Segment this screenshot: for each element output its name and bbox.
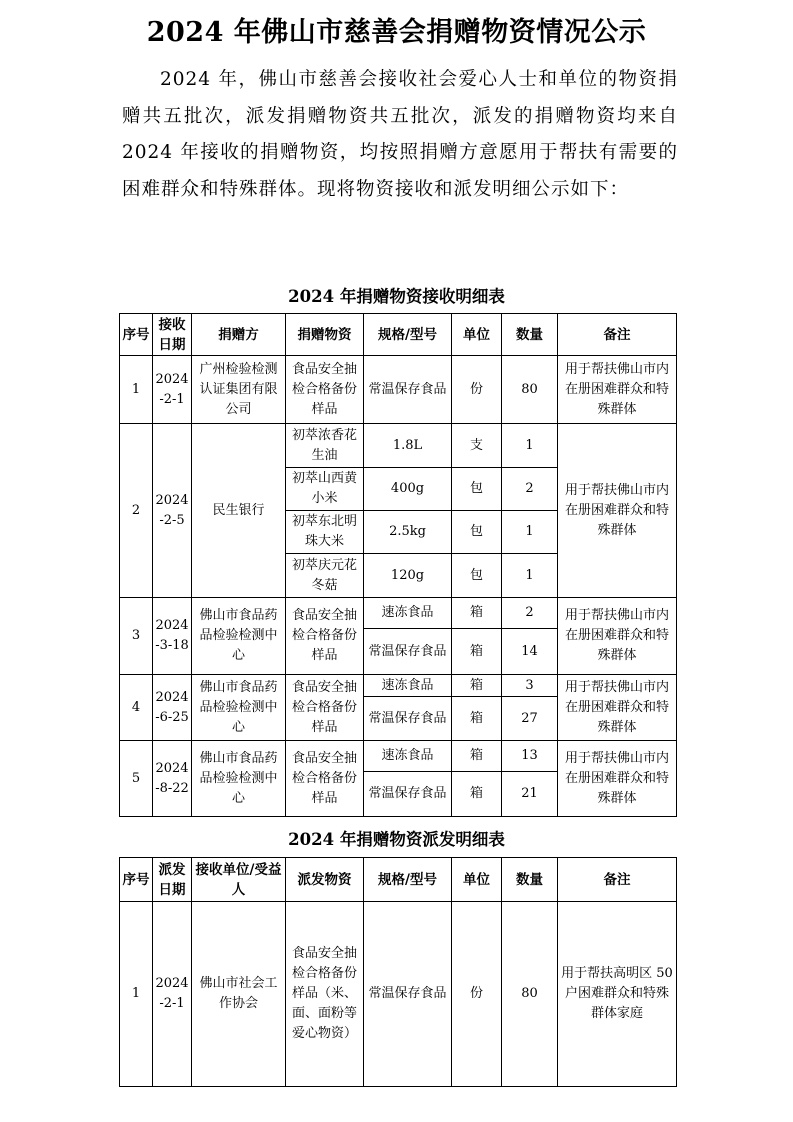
- header-seq: 序号: [120, 858, 153, 902]
- cell-donor: 佛山市食品药品检验检测中心: [192, 741, 286, 817]
- cell-remark: 用于帮扶佛山市内在册困难群众和特殊群体: [558, 598, 677, 675]
- cell-seq: 2: [120, 424, 153, 598]
- cell-goods: 初萃东北明珠大米: [286, 511, 364, 554]
- cell-spec: 速冻食品: [364, 675, 452, 697]
- cell-donor: 广州检验检测认证集团有限公司: [192, 356, 286, 424]
- cell-seq: 5: [120, 741, 153, 817]
- table-row: [120, 675, 677, 697]
- cell-unit: 份: [452, 902, 502, 1087]
- cell-unit: 箱: [452, 741, 502, 772]
- cell-donor: 佛山市食品药品检验检测中心: [192, 598, 286, 675]
- cell-date: 2024-8-22: [153, 741, 192, 817]
- dispatch-table: [119, 857, 677, 1087]
- header-seq: 序号: [120, 314, 153, 356]
- cell-seq: 4: [120, 675, 153, 741]
- cell-qty: 80: [502, 902, 558, 1087]
- cell-remark: 用于帮扶高明区 50 户困难群众和特殊群体家庭: [558, 902, 677, 1087]
- cell-date: 2024-3-18: [153, 598, 192, 675]
- header-dispatched-goods: 派发物资: [286, 858, 364, 902]
- cell-spec: 速冻食品: [364, 741, 452, 772]
- cell-unit: 箱: [452, 772, 502, 817]
- intro-paragraph: 2024 年，佛山市慈善会接收社会爱心人士和单位的物资捐赠共五批次，派发捐赠物资共五批次，派发的捐赠物资均来自 2024 年接收的捐赠物资，均按照捐赠方意愿用于帮扶有需要的困难群众和特殊群体。现将物资接收和派发明细公示如下：: [122, 69, 678, 200]
- cell-spec: 1.8L: [364, 424, 452, 468]
- cell-donor: 佛山市食品药品检验检测中心: [192, 675, 286, 741]
- cell-qty: 13: [502, 741, 558, 772]
- table-row: [120, 356, 677, 424]
- header-dispatch-date: 派发日期: [153, 858, 192, 902]
- cell-qty: 2: [502, 468, 558, 511]
- receive-header-row: [120, 314, 677, 356]
- cell-date: 2024-2-1: [153, 356, 192, 424]
- cell-donor: 民生银行: [192, 424, 286, 598]
- cell-remark: 用于帮扶佛山市内在册困难群众和特殊群体: [558, 424, 677, 598]
- cell-goods: 初萃浓香花生油: [286, 424, 364, 468]
- cell-goods: 食品安全抽检合格备份样品: [286, 598, 364, 675]
- cell-unit: 箱: [452, 598, 502, 629]
- table-row: [120, 741, 677, 772]
- table-row: [120, 598, 677, 629]
- cell-qty: 80: [502, 356, 558, 424]
- header-donor: 捐赠方: [192, 314, 286, 356]
- cell-spec: 120g: [364, 554, 452, 598]
- cell-goods: 食品安全抽检合格备份样品（米、面、面粉等爱心物资）: [286, 902, 364, 1087]
- cell-unit: 支: [452, 424, 502, 468]
- cell-qty: 21: [502, 772, 558, 817]
- cell-seq: 1: [120, 356, 153, 424]
- cell-unit: 份: [452, 356, 502, 424]
- receive-table: [119, 313, 677, 817]
- cell-seq: 1: [120, 902, 153, 1087]
- cell-qty: 1: [502, 554, 558, 598]
- header-quantity: 数量: [502, 858, 558, 902]
- cell-goods: 食品安全抽检合格备份样品: [286, 356, 364, 424]
- header-recipient: 接收单位/受益人: [192, 858, 286, 902]
- cell-qty: 27: [502, 697, 558, 741]
- cell-date: 2024-2-1: [153, 902, 192, 1087]
- cell-remark: 用于帮扶佛山市内在册困难群众和特殊群体: [558, 675, 677, 741]
- cell-qty: 14: [502, 629, 558, 675]
- cell-goods: 食品安全抽检合格备份样品: [286, 675, 364, 741]
- header-remark: 备注: [558, 314, 677, 356]
- cell-spec: 常温保存食品: [364, 629, 452, 675]
- cell-qty: 1: [502, 424, 558, 468]
- cell-qty: 1: [502, 511, 558, 554]
- cell-goods: 初萃庆元花冬菇: [286, 554, 364, 598]
- cell-unit: 箱: [452, 629, 502, 675]
- cell-goods: 初萃山西黄小米: [286, 468, 364, 511]
- cell-date: 2024-6-25: [153, 675, 192, 741]
- cell-goods: 食品安全抽检合格备份样品: [286, 741, 364, 817]
- cell-unit: 包: [452, 511, 502, 554]
- header-unit: 单位: [452, 314, 502, 356]
- header-spec: 规格/型号: [364, 858, 452, 902]
- header-receive-date: 接收日期: [153, 314, 192, 356]
- cell-spec: 400g: [364, 468, 452, 511]
- cell-unit: 包: [452, 468, 502, 511]
- table-row: [120, 902, 677, 1087]
- receive-table-caption: 2024 年捐赠物资接收明细表: [288, 287, 505, 306]
- header-remark: 备注: [558, 858, 677, 902]
- header-unit: 单位: [452, 858, 502, 902]
- cell-recipient: 佛山市社会工作协会: [192, 902, 286, 1087]
- cell-seq: 3: [120, 598, 153, 675]
- dispatch-table-caption: 2024 年捐赠物资派发明细表: [288, 830, 505, 849]
- page-title: 2024 年佛山市慈善会捐赠物资情况公示: [146, 17, 647, 48]
- header-spec: 规格/型号: [364, 314, 452, 356]
- cell-spec: 速冻食品: [364, 598, 452, 629]
- cell-date: 2024-2-5: [153, 424, 192, 598]
- cell-unit: 箱: [452, 675, 502, 697]
- cell-spec: 常温保存食品: [364, 902, 452, 1087]
- table-row: [120, 424, 677, 468]
- cell-spec: 常温保存食品: [364, 697, 452, 741]
- header-donated-goods: 捐赠物资: [286, 314, 364, 356]
- cell-qty: 3: [502, 675, 558, 697]
- dispatch-header-row: [120, 858, 677, 902]
- cell-spec: 常温保存食品: [364, 356, 452, 424]
- cell-qty: 2: [502, 598, 558, 629]
- cell-remark: 用于帮扶佛山市内在册困难群众和特殊群体: [558, 741, 677, 817]
- cell-remark: 用于帮扶佛山市内在册困难群众和特殊群体: [558, 356, 677, 424]
- cell-spec: 常温保存食品: [364, 772, 452, 817]
- cell-spec: 2.5kg: [364, 511, 452, 554]
- cell-unit: 箱: [452, 697, 502, 741]
- cell-unit: 包: [452, 554, 502, 598]
- header-quantity: 数量: [502, 314, 558, 356]
